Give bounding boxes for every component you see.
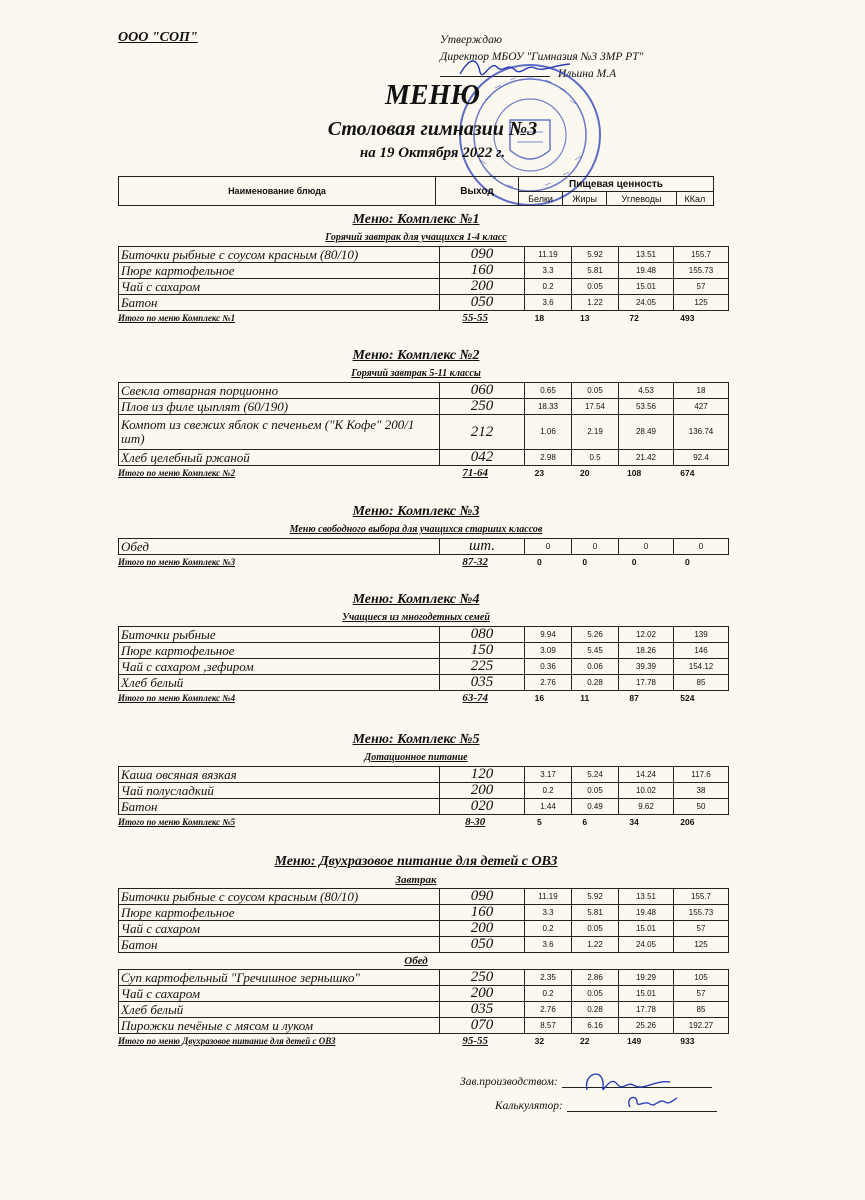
kcal: 38 — [674, 783, 729, 799]
proteins: 0.2 — [525, 986, 572, 1002]
carbs: 19.29 — [619, 970, 674, 986]
menu-date: на 19 Октября 2022 г. — [359, 145, 506, 161]
dish-name: Каша овсяная вязкая — [119, 767, 440, 783]
kcal: 125 — [674, 295, 729, 311]
proteins: 8.57 — [525, 1018, 572, 1034]
proteins: 2.98 — [525, 450, 572, 466]
dish-output: 120 — [440, 767, 525, 783]
breakfast-subtitle: Завтрак — [395, 874, 437, 886]
header-proteins: Белки — [519, 192, 563, 206]
header-dish-name: Наименование блюда — [119, 177, 436, 206]
dish-name: Биточки рыбные с соусом красным (80/10) — [119, 247, 440, 263]
fats: 0.05 — [572, 279, 619, 295]
table-row — [119, 279, 729, 295]
section-total — [118, 466, 714, 480]
section-total — [118, 815, 714, 829]
fats: 1.22 — [572, 295, 619, 311]
dish-output: 200 — [440, 986, 525, 1002]
section-title: Меню: Двухразовое питание для детей с ОВЗ — [274, 854, 558, 869]
kcal: 155.7 — [674, 889, 729, 905]
kcal: 85 — [674, 1002, 729, 1018]
kcal: 57 — [674, 921, 729, 937]
dish-output: шт. — [440, 539, 525, 555]
total-carbs: 149 — [626, 1036, 642, 1046]
organization-name: ООО "СОП" — [118, 30, 198, 45]
carbs: 19.48 — [619, 263, 674, 279]
dish-name: Чай с сахаром — [119, 921, 440, 937]
table-row — [119, 263, 729, 279]
proteins: 0 — [525, 539, 572, 555]
dish-name: Чай полусладкий — [119, 783, 440, 799]
total-label: Итого по меню Комплекс №3 — [118, 557, 236, 567]
dish-name: Батон — [119, 937, 440, 953]
header-nutrition: Пищевая ценность — [519, 177, 714, 192]
total-output: 8-30 — [465, 816, 486, 828]
kcal: 57 — [674, 986, 729, 1002]
menu-section-2 — [118, 346, 714, 480]
fats: 0.49 — [572, 799, 619, 815]
fats: 0.28 — [572, 1002, 619, 1018]
carbs: 19.48 — [619, 905, 674, 921]
approve-position: Директор МБОУ "Гимназия №3 ЗМР РТ" — [440, 51, 644, 63]
proteins: 2.76 — [525, 1002, 572, 1018]
dish-name: Обед — [119, 539, 440, 555]
kcal: 427 — [674, 399, 729, 415]
dish-output: 035 — [440, 675, 525, 691]
dish-name: Пирожки печёные с мясом и луком — [119, 1018, 440, 1034]
dish-name: Батон — [119, 799, 440, 815]
section-title: Меню: Комплекс №2 — [352, 348, 480, 363]
dish-name: Чай с сахаром — [119, 986, 440, 1002]
carbs: 15.01 — [619, 986, 674, 1002]
total-kcal: 674 — [680, 468, 695, 478]
dish-name: Хлеб белый — [119, 675, 440, 691]
carbs: 9.62 — [619, 799, 674, 815]
fats: 0.05 — [572, 921, 619, 937]
dish-name: Чай с сахаром — [119, 279, 440, 295]
header-kcal: ККал — [676, 192, 713, 206]
dish-name: Компот из свежих яблок с печеньем ("К Кофе" 200/1 шт) — [119, 415, 440, 450]
proteins: 0.2 — [525, 279, 572, 295]
page-title: МЕНЮ — [385, 80, 480, 111]
proteins: 11.19 — [525, 247, 572, 263]
dish-name: Плов из филе цыплят (60/190) — [119, 399, 440, 415]
dish-output: 160 — [440, 263, 525, 279]
kcal: 146 — [674, 643, 729, 659]
total-kcal: 206 — [680, 817, 695, 827]
dish-name: Биточки рыбные с соусом красным (80/10) — [119, 889, 440, 905]
section-subtitle: Учащиеся из многодетных семей — [342, 612, 490, 623]
approve-person: Ильина М.А — [558, 68, 617, 80]
total-kcal: 0 — [684, 557, 690, 567]
total-proteins: 23 — [534, 468, 545, 478]
proteins: 3.09 — [525, 643, 572, 659]
proteins: 1.06 — [525, 415, 572, 450]
total-label: Итого по меню Комплекс №5 — [118, 817, 236, 827]
proteins: 1.44 — [525, 799, 572, 815]
proteins: 3.3 — [525, 263, 572, 279]
total-proteins: 18 — [534, 313, 545, 323]
dish-name: Хлеб целебный ржаной — [119, 450, 440, 466]
carbs: 21.42 — [619, 450, 674, 466]
carbs: 13.51 — [619, 889, 674, 905]
fats: 2.86 — [572, 970, 619, 986]
kcal: 155.73 — [674, 263, 729, 279]
total-carbs: 87 — [629, 693, 639, 703]
proteins: 18.33 — [525, 399, 572, 415]
table-row — [119, 1002, 729, 1018]
kcal: 50 — [674, 799, 729, 815]
dish-output: 225 — [440, 659, 525, 675]
menu-section-1 — [118, 210, 714, 325]
table-row — [119, 295, 729, 311]
total-label: Итого по меню Двухразовое питание для детей с ОВЗ — [118, 1036, 336, 1046]
dish-output: 080 — [440, 627, 525, 643]
total-fats: 0 — [582, 557, 588, 567]
menu-section-4 — [118, 590, 714, 705]
section-total — [118, 1034, 714, 1048]
carbs: 4.53 — [619, 383, 674, 399]
dish-name: Батон — [119, 295, 440, 311]
approve-label: Утверждаю — [440, 34, 502, 46]
fats: 0.05 — [572, 986, 619, 1002]
total-fats: 20 — [580, 468, 590, 478]
dish-output: 035 — [440, 1002, 525, 1018]
dish-name: Свекла отварная порционно — [119, 383, 440, 399]
total-output: 87-32 — [462, 556, 489, 568]
fats: 5.92 — [572, 247, 619, 263]
fats: 1.22 — [572, 937, 619, 953]
table-row — [119, 921, 729, 937]
menu-section-3 — [118, 502, 714, 569]
total-proteins: 0 — [536, 557, 542, 567]
proteins: 3.17 — [525, 767, 572, 783]
total-output: 95-55 — [462, 1035, 489, 1047]
fats: 0.5 — [572, 450, 619, 466]
total-kcal: 493 — [680, 313, 695, 323]
dish-name: Пюре картофельное — [119, 905, 440, 921]
total-label: Итого по меню Комплекс №2 — [118, 468, 236, 478]
section-total — [118, 311, 714, 325]
proteins: 9.94 — [525, 627, 572, 643]
table-row — [119, 399, 729, 415]
section-title: Меню: Комплекс №3 — [352, 504, 480, 519]
proteins: 0.2 — [525, 921, 572, 937]
dish-name: Чай с сахаром ,зефиром — [119, 659, 440, 675]
total-carbs: 108 — [626, 468, 642, 478]
kcal: 57 — [674, 279, 729, 295]
carbs: 39.39 — [619, 659, 674, 675]
handwritten-signatures — [575, 1062, 685, 1117]
proteins: 11.19 — [525, 889, 572, 905]
table-row — [119, 539, 729, 555]
fats: 5.24 — [572, 767, 619, 783]
table-row — [119, 659, 729, 675]
carbs: 28.49 — [619, 415, 674, 450]
kcal: 192.27 — [674, 1018, 729, 1034]
total-output: 63-74 — [462, 692, 489, 704]
table-row — [119, 767, 729, 783]
dish-output: 200 — [440, 279, 525, 295]
carbs: 10.02 — [619, 783, 674, 799]
total-carbs: 34 — [629, 817, 639, 827]
fats: 5.92 — [572, 889, 619, 905]
dish-output: 160 — [440, 905, 525, 921]
total-output: 71-64 — [462, 467, 489, 479]
table-row — [119, 799, 729, 815]
total-label: Итого по меню Комплекс №1 — [118, 313, 236, 323]
carbs: 15.01 — [619, 921, 674, 937]
total-proteins: 5 — [536, 817, 542, 827]
dish-output: 090 — [440, 889, 525, 905]
section-title: Меню: Комплекс №5 — [352, 732, 480, 747]
section-subtitle: Дотационное питание — [364, 752, 468, 763]
kcal: 117.6 — [674, 767, 729, 783]
dish-output: 212 — [440, 415, 525, 450]
table-row — [119, 643, 729, 659]
carbs: 15.01 — [619, 279, 674, 295]
carbs: 25.26 — [619, 1018, 674, 1034]
total-carbs: 72 — [629, 313, 639, 323]
proteins: 2.35 — [525, 970, 572, 986]
carbs: 18.26 — [619, 643, 674, 659]
carbs: 17.78 — [619, 675, 674, 691]
table-row — [119, 627, 729, 643]
fats: 5.26 — [572, 627, 619, 643]
total-kcal: 933 — [680, 1036, 695, 1046]
fats: 17.54 — [572, 399, 619, 415]
kcal: 155.7 — [674, 247, 729, 263]
kcal: 125 — [674, 937, 729, 953]
table-row — [119, 970, 729, 986]
total-fats: 13 — [580, 313, 590, 323]
table-row — [119, 905, 729, 921]
total-proteins: 16 — [534, 693, 545, 703]
dish-name: Хлеб белый — [119, 1002, 440, 1018]
section-total — [118, 555, 714, 569]
proteins: 3.3 — [525, 905, 572, 921]
dish-output: 050 — [440, 937, 525, 953]
dish-name: Пюре картофельное — [119, 643, 440, 659]
kcal: 18 — [674, 383, 729, 399]
kcal: 85 — [674, 675, 729, 691]
kcal: 136.74 — [674, 415, 729, 450]
proteins: 0.36 — [525, 659, 572, 675]
fats: 0.05 — [572, 783, 619, 799]
dish-output: 250 — [440, 970, 525, 986]
carbs: 24.05 — [619, 295, 674, 311]
total-fats: 22 — [580, 1036, 590, 1046]
dish-output: 060 — [440, 383, 525, 399]
fats: 5.81 — [572, 263, 619, 279]
table-row — [119, 247, 729, 263]
table-row — [119, 986, 729, 1002]
kcal: 154.12 — [674, 659, 729, 675]
table-row — [119, 450, 729, 466]
section-subtitle: Горячий завтрак для учащихся 1-4 класс — [325, 232, 507, 243]
calculator-label: Калькулятор: — [495, 1100, 563, 1112]
dish-output: 150 — [440, 643, 525, 659]
total-carbs: 0 — [631, 557, 637, 567]
table-row — [119, 889, 729, 905]
header-fats: Жиры — [563, 192, 607, 206]
section-subtitle: Горячий завтрак 5-11 классы — [351, 368, 481, 379]
table-row — [119, 1018, 729, 1034]
carbs: 24.05 — [619, 937, 674, 953]
fats: 5.81 — [572, 905, 619, 921]
carbs: 0 — [619, 539, 674, 555]
dish-name: Пюре картофельное — [119, 263, 440, 279]
dish-name: Биточки рыбные — [119, 627, 440, 643]
table-header — [118, 176, 714, 206]
carbs: 17.78 — [619, 1002, 674, 1018]
menu-section-5 — [118, 730, 714, 829]
table-row — [119, 415, 729, 450]
fats: 0.28 — [572, 675, 619, 691]
table-row — [119, 383, 729, 399]
kcal: 139 — [674, 627, 729, 643]
section-total — [118, 691, 714, 705]
proteins: 3.6 — [525, 295, 572, 311]
kcal: 92.4 — [674, 450, 729, 466]
section-title: Меню: Комплекс №4 — [352, 592, 480, 607]
section-title: Меню: Комплекс №1 — [352, 212, 480, 227]
fats: 6.16 — [572, 1018, 619, 1034]
dish-output: 050 — [440, 295, 525, 311]
fats: 0 — [572, 539, 619, 555]
dish-output: 090 — [440, 247, 525, 263]
total-output: 55-55 — [462, 312, 489, 324]
carbs: 13.51 — [619, 247, 674, 263]
carbs: 12.02 — [619, 627, 674, 643]
dish-output: 042 — [440, 450, 525, 466]
dish-name: Суп картофельный "Гречишное зернышко" — [119, 970, 440, 986]
table-row — [119, 937, 729, 953]
proteins: 0.65 — [525, 383, 572, 399]
fats: 5.45 — [572, 643, 619, 659]
dish-output: 070 — [440, 1018, 525, 1034]
carbs: 53.56 — [619, 399, 674, 415]
fats: 0.06 — [572, 659, 619, 675]
proteins: 2.76 — [525, 675, 572, 691]
kcal: 155.73 — [674, 905, 729, 921]
section-subtitle: Меню свободного выбора для учащихся старших классов — [289, 524, 543, 535]
total-fats: 6 — [582, 817, 588, 827]
total-proteins: 32 — [534, 1036, 545, 1046]
proteins: 3.6 — [525, 937, 572, 953]
dish-output: 020 — [440, 799, 525, 815]
fats: 2.19 — [572, 415, 619, 450]
dish-output: 200 — [440, 921, 525, 937]
header-carbs: Углеводы — [607, 192, 677, 206]
production-manager-label: Зав.производством: — [460, 1076, 558, 1088]
dish-output: 200 — [440, 783, 525, 799]
dish-output: 250 — [440, 399, 525, 415]
carbs: 14.24 — [619, 767, 674, 783]
total-label: Итого по меню Комплекс №4 — [118, 693, 236, 703]
lunch-subtitle: Обед — [404, 955, 428, 967]
table-row — [119, 783, 729, 799]
total-kcal: 524 — [680, 693, 695, 703]
kcal: 105 — [674, 970, 729, 986]
menu-section-ovz — [118, 852, 714, 1048]
proteins: 0.2 — [525, 783, 572, 799]
kcal: 0 — [674, 539, 729, 555]
table-row — [119, 675, 729, 691]
header-output: Выход — [436, 177, 519, 206]
canteen-title: Столовая гимназии №3 — [327, 118, 538, 140]
fats: 0.05 — [572, 383, 619, 399]
total-fats: 11 — [580, 693, 590, 703]
